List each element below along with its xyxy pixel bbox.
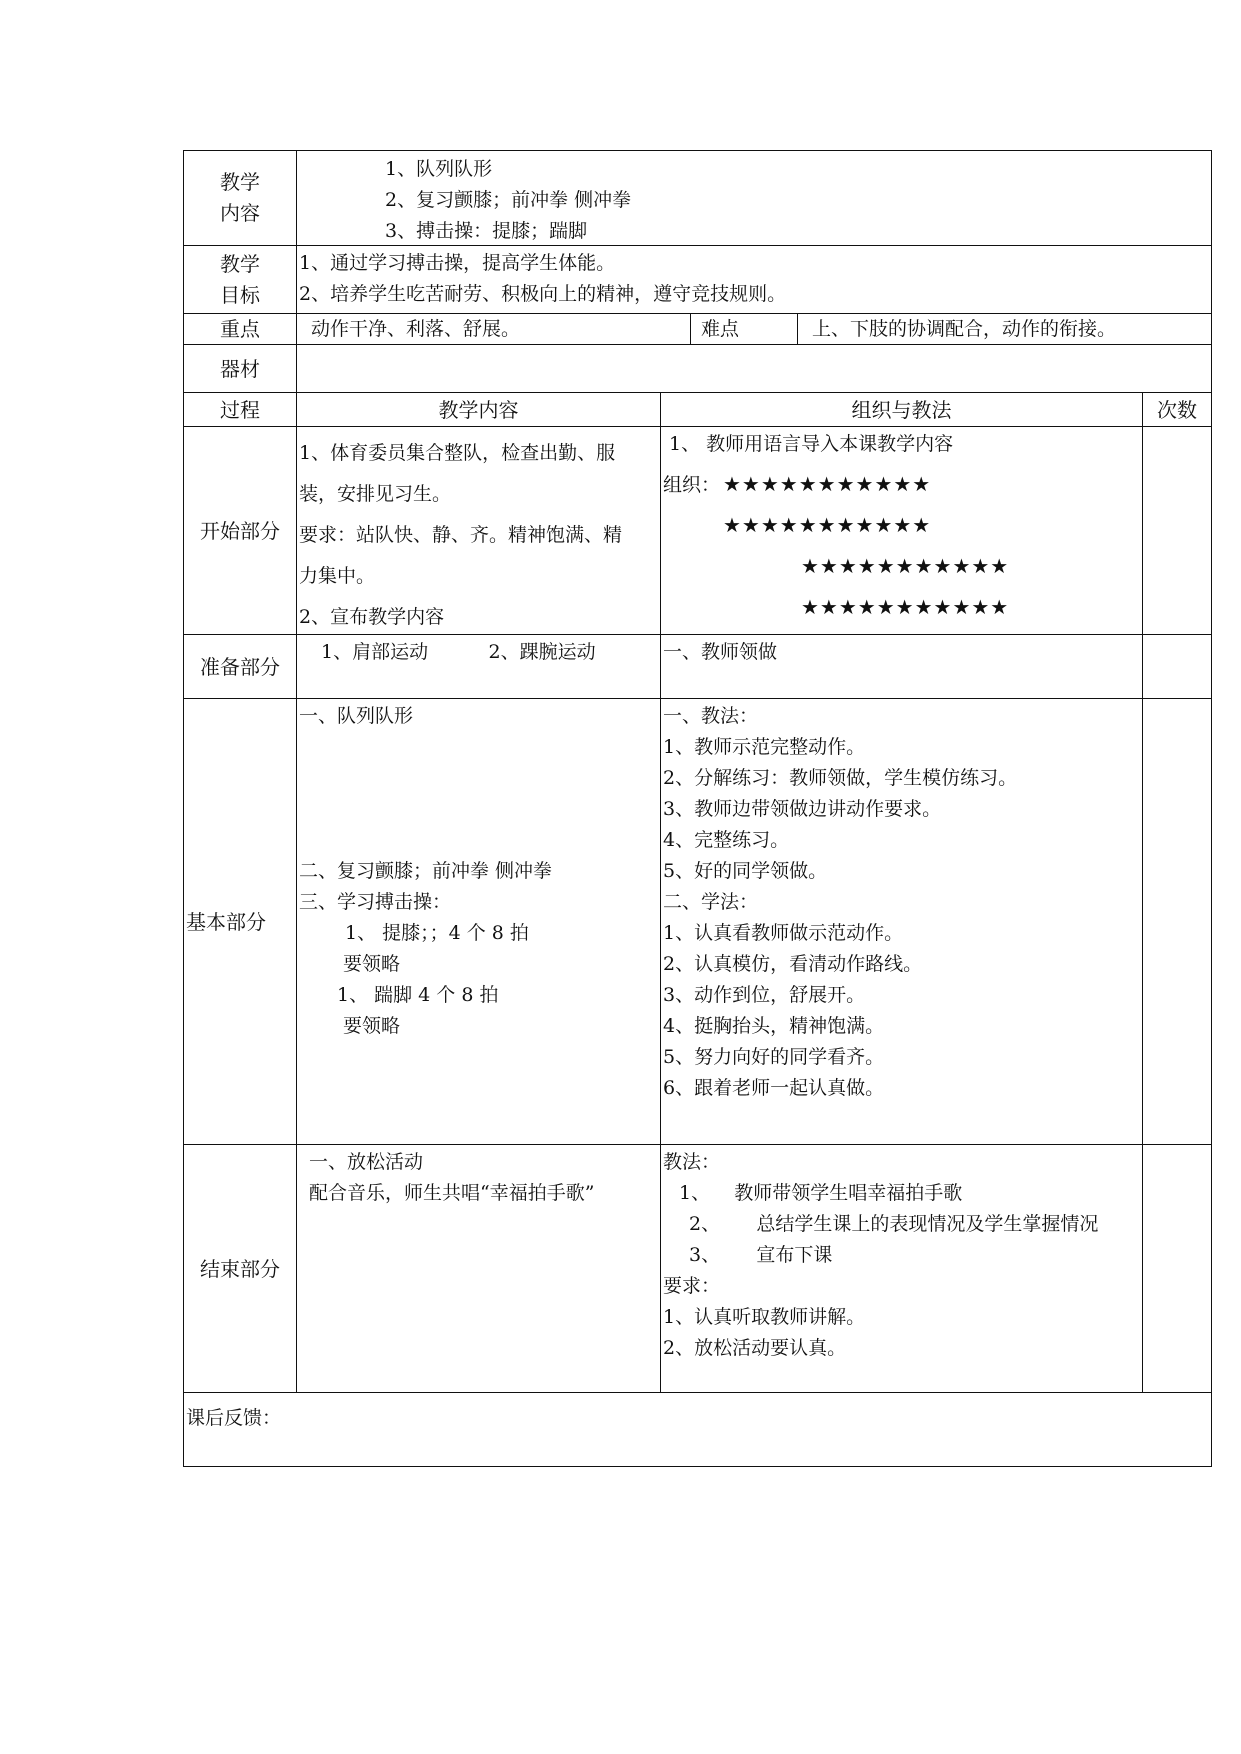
basic-sub-1: 1、 提膝；；4 个 8 拍: [345, 922, 529, 944]
prep-label: 准备部分: [200, 654, 280, 679]
end-method-3: 3、 宣布下课: [689, 1244, 833, 1266]
equipment-label-cell: [183, 344, 297, 393]
difficulty-label-cell: [690, 313, 798, 345]
basic-method-7: 二、学法：: [663, 891, 759, 913]
basic-method-10: 3、动作到位，舒展开。: [663, 984, 866, 1006]
basic-method-11: 4、挺胸抬头，精神饱满。: [663, 1015, 885, 1037]
basic-item-3: 三、学习搏击操：: [299, 891, 452, 913]
content-label-line2: 内容: [220, 201, 260, 225]
header-count: 次数: [1157, 397, 1197, 422]
header-method: 组织与教法: [851, 397, 952, 422]
start-org-label: 组织：: [663, 474, 721, 496]
prep-content-cell: [296, 634, 661, 699]
basic-method-3: 2、分解练习：教师领做，学生模仿练习。: [663, 767, 1018, 789]
star-row-2: ★★★★★★★★★★★: [723, 513, 932, 537]
start-content-line-1: 1、体育委员集合整队，检查出勤、服: [299, 442, 616, 464]
basic-method-9: 2、认真模仿，看清动作路线。: [663, 953, 923, 975]
prep-count-cell: [1142, 634, 1212, 699]
basic-content-cell: [296, 698, 661, 1145]
basic-method-2: 1、教师示范完整动作。: [663, 736, 866, 758]
basic-method-13: 6、跟着老师一起认真做。: [663, 1077, 885, 1099]
header-process: 过程: [220, 397, 260, 422]
content-item-3: 3、搏击操：提膝；踹脚: [385, 220, 588, 242]
goal-label: [220, 249, 260, 311]
end-label: 结束部分: [200, 1256, 280, 1281]
prep-method: 一、教师领做: [663, 641, 778, 663]
basic-label: 基本部分: [186, 910, 266, 934]
header-content: 教学内容: [438, 397, 519, 422]
end-req-label: 要求：: [663, 1275, 721, 1297]
difficulty-label: 难点: [701, 318, 740, 340]
end-method-label: 教法：: [663, 1151, 721, 1173]
basic-method-8: 1、认真看教师做示范动作。: [663, 922, 904, 944]
key-text: 动作干净、利落、舒展。: [311, 318, 521, 340]
end-method-1: 1、 教师带领学生唱幸福拍手歌: [679, 1182, 963, 1204]
start-method-intro: 1、 教师用语言导入本课教学内容: [669, 433, 954, 455]
start-label-cell: [183, 426, 297, 635]
basic-method-12: 5、努力向好的同学看齐。: [663, 1046, 885, 1068]
prep-method-cell: [660, 634, 1143, 699]
feedback-cell: [183, 1392, 1212, 1467]
goal-text-cell: [296, 245, 1212, 314]
start-content-cell: [296, 426, 661, 635]
prep-content: 1、肩部运动 2、踝腕运动: [321, 641, 596, 663]
star-row-4: ★★★★★★★★★★★: [801, 595, 1010, 619]
start-content-line-4: 力集中。: [299, 565, 376, 587]
start-count-cell: [1142, 426, 1212, 635]
basic-item-2: 二、复习颤膝；前冲拳 侧冲拳: [299, 860, 553, 882]
start-label: 开始部分: [200, 518, 280, 543]
header-content-cell: [296, 392, 661, 427]
basic-method-5: 4、完整练习。: [663, 829, 790, 851]
basic-method-1: 一、教法：: [663, 705, 759, 727]
difficulty-text-cell: [797, 313, 1212, 345]
goal-label-cell: [183, 245, 297, 314]
star-row-1: ★★★★★★★★★★★: [723, 472, 932, 496]
key-text-cell: [296, 313, 691, 345]
equipment-text-cell: [296, 344, 1212, 393]
difficulty-text: 上、下肢的协调配合，动作的衔接。: [812, 318, 1117, 340]
content-label-cell: [183, 150, 297, 246]
basic-item-1: 一、队列队形: [299, 705, 414, 727]
equipment-label: 器材: [220, 356, 260, 381]
basic-sub-1-note: 要领略: [343, 953, 401, 975]
content-text-cell: [296, 150, 1212, 246]
start-method-cell: [660, 426, 1143, 635]
end-content-cell: [296, 1144, 661, 1393]
basic-sub-2-note: 要领略: [343, 1015, 401, 1037]
end-req-1: 1、认真听取教师讲解。: [663, 1306, 866, 1328]
basic-method-4: 3、教师边带领做边讲动作要求。: [663, 798, 942, 820]
key-label-cell: [183, 313, 297, 345]
goal-item-2: 2、培养学生吃苦耐劳、积极向上的精神，遵守竞技规则。: [299, 283, 787, 305]
goal-item-1: 1、通过学习搏击操，提高学生体能。: [299, 252, 616, 274]
header-count-cell: [1142, 392, 1212, 427]
content-label: [220, 167, 260, 229]
header-method-cell: [660, 392, 1143, 427]
goal-label-line2: 目标: [220, 282, 260, 307]
start-content-line-3: 要求：站队快、静、齐。精神饱满、精: [299, 524, 623, 546]
content-item-1: 1、队列队形: [385, 158, 493, 180]
feedback-label: 课后反馈：: [186, 1407, 282, 1429]
star-row-3: ★★★★★★★★★★★: [801, 554, 1010, 578]
basic-method-cell: [660, 698, 1143, 1145]
basic-method-6: 5、好的同学领做。: [663, 860, 828, 882]
goal-label-line1: 教学: [220, 251, 260, 276]
start-content-line-5: 2、宣布教学内容: [299, 606, 445, 628]
end-req-2: 2、放松活动要认真。: [663, 1337, 847, 1359]
end-content-line-1: 一、放松活动: [309, 1151, 424, 1173]
end-count-cell: [1142, 1144, 1212, 1393]
end-content-line-2: 配合音乐，师生共唱“幸福拍手歌”: [309, 1182, 595, 1204]
key-label: 重点: [220, 317, 260, 341]
end-method-2: 2、 总结学生课上的表现情况及学生掌握情况: [689, 1213, 1099, 1235]
basic-label-cell: [183, 698, 297, 1145]
prep-label-cell: [183, 634, 297, 699]
end-label-cell: [183, 1144, 297, 1393]
content-label-line1: 教学: [220, 170, 260, 194]
content-item-2: 2、复习颤膝；前冲拳 侧冲拳: [385, 189, 632, 211]
basic-count-cell: [1142, 698, 1212, 1145]
basic-sub-2: 1、 踹脚 4 个 8 拍: [337, 984, 499, 1006]
start-content-line-2: 装，安排见习生。: [299, 483, 452, 505]
header-process-cell: [183, 392, 297, 427]
end-method-cell: [660, 1144, 1143, 1393]
